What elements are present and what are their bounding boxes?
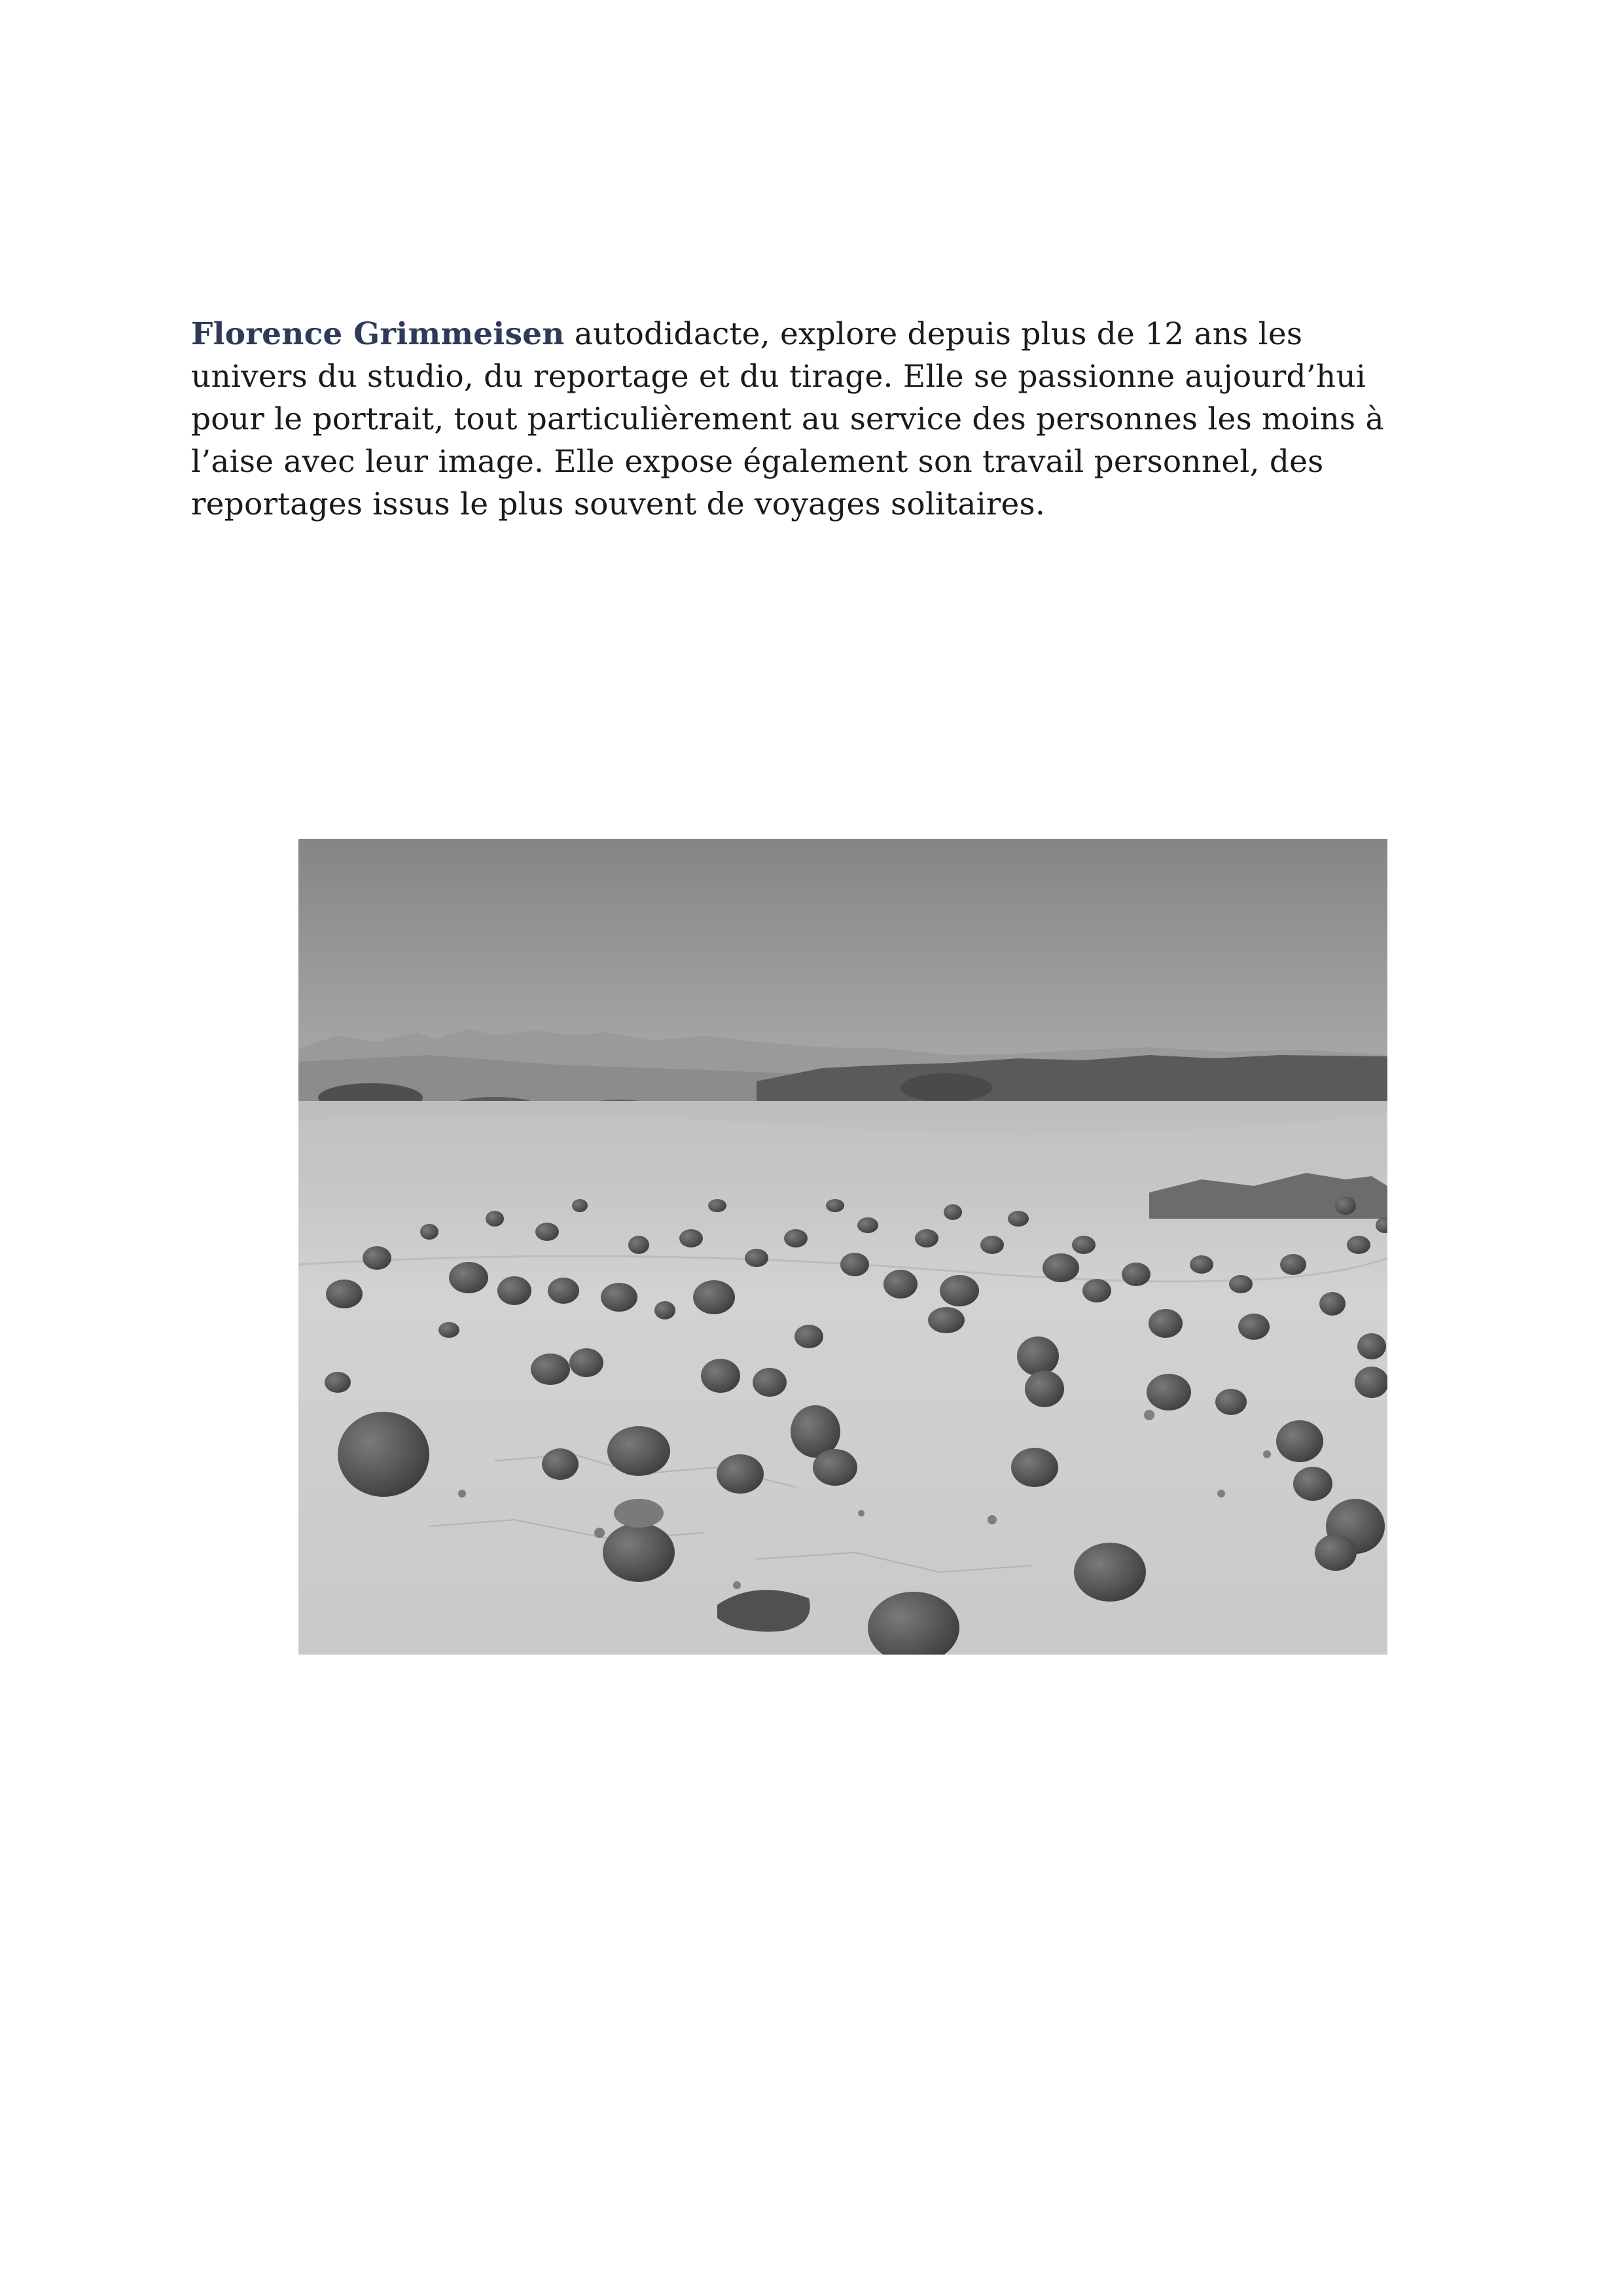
bio-line-2: univers du studio, du reportage et du tirage. Elle se passionne aujourd’hui [191,359,1366,395]
bio-line-3: pour le portrait, tout particulièrement au service des personnes les moins à [191,401,1384,437]
bio-line-5: reportages issus le plus souvent de voyages solitaires. [191,486,1045,522]
bio-line-4: l’aise avec leur image. Elle expose également son travail personnel, des [191,444,1324,480]
desert-stones-photo [298,839,1387,1655]
bio-paragraph [191,313,1448,526]
bio-text-1: autodidacte, explore depuis plus de 12 ans les [564,316,1303,352]
author-name: Florence Grimmeisen [191,316,565,352]
photo-illustration [298,839,1387,1655]
bio-line-1 [191,313,1448,355]
sky [298,839,1387,1055]
